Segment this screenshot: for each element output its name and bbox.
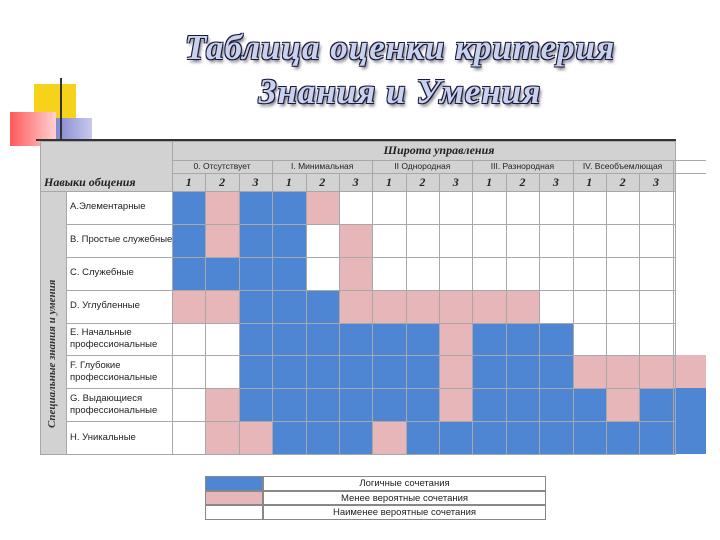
legend-label: Логичные сочетания [263, 476, 546, 491]
sub-col-header: 3 [252, 175, 259, 189]
grid-cell [673, 388, 706, 421]
grid-cell [272, 290, 305, 323]
legend-label: Менее вероятные сочетания [263, 491, 546, 506]
grid-line [639, 173, 640, 455]
grid-cell [306, 191, 339, 224]
col-group-header: II Однородная [394, 161, 451, 171]
sub-col-header: 3 [352, 175, 359, 189]
col-group-header: 0. Отсутствует [193, 161, 251, 171]
grid-line [406, 173, 407, 455]
grid-line [66, 224, 676, 225]
grid-cell [606, 224, 639, 257]
grid-cell [272, 355, 305, 388]
sub-col-header: 3 [652, 175, 659, 189]
grid-cell [239, 257, 272, 290]
grid-cell [573, 388, 606, 421]
grid-line [66, 355, 676, 356]
grid-cell [205, 323, 238, 356]
grid-cell [172, 191, 205, 224]
grid-line [239, 173, 240, 455]
grid-cell [639, 257, 672, 290]
row-label: C. Служебные [70, 267, 134, 279]
grid-cell [306, 421, 339, 454]
grid-cell [172, 355, 205, 388]
grid-cell [406, 290, 439, 323]
legend-swatch [205, 505, 263, 520]
row-label: E. Начальные профессиональные [70, 326, 158, 350]
row-label: F. Глубокие профессиональные [70, 359, 158, 383]
grid-cell [439, 290, 472, 323]
grid-cell [205, 355, 238, 388]
grid-cell [673, 257, 706, 290]
grid-cell [339, 191, 372, 224]
grid-line [439, 173, 440, 455]
grid-cell [239, 224, 272, 257]
grid-cell [439, 224, 472, 257]
grid-cell [472, 323, 505, 356]
grid-cell [472, 224, 505, 257]
grid-cell [172, 323, 205, 356]
legend-swatch [205, 476, 263, 491]
grid-cell [639, 290, 672, 323]
grid-cell [472, 257, 505, 290]
grid-cell [606, 355, 639, 388]
sub-col-header: 1 [586, 175, 593, 189]
grid-line [66, 290, 676, 291]
grid-line [539, 173, 540, 455]
grid-line [172, 141, 173, 454]
sub-col-header: 1 [486, 175, 493, 189]
col-group-header: IV. Всеобъемлющая [582, 161, 663, 171]
grid-cell [239, 388, 272, 421]
grid-cell [172, 290, 205, 323]
grid-cell [639, 224, 672, 257]
grid-cell [272, 224, 305, 257]
grid-cell [606, 257, 639, 290]
grid-cell [339, 224, 372, 257]
grid-cell [372, 388, 405, 421]
grid-cell [673, 355, 706, 388]
grid-cell [673, 421, 706, 454]
grid-cell [172, 257, 205, 290]
grid-cell [306, 323, 339, 356]
grid-cell [339, 290, 372, 323]
grid-cell [539, 388, 572, 421]
sub-col-header: 3 [452, 175, 459, 189]
grid-cell [372, 355, 405, 388]
grid-cell [506, 388, 539, 421]
grid-line [506, 173, 507, 455]
title-line-2: Знания и Умения [258, 72, 542, 111]
grid-cell [506, 191, 539, 224]
grid-cell [239, 290, 272, 323]
grid-cell [539, 323, 572, 356]
grid-cell [372, 290, 405, 323]
grid-cell [506, 421, 539, 454]
grid-cell [673, 191, 706, 224]
grid-cell [573, 224, 606, 257]
sub-col-header: 2 [319, 175, 326, 189]
grid-line [573, 160, 574, 455]
grid-cell [472, 355, 505, 388]
grid-cell [539, 355, 572, 388]
grid-cell [239, 355, 272, 388]
grid-line [40, 141, 41, 454]
grid-cell [506, 355, 539, 388]
grid-line [66, 191, 67, 454]
sub-col-header: 1 [285, 175, 292, 189]
grid-cell [639, 191, 672, 224]
grid-cell [472, 388, 505, 421]
grid-line [66, 257, 676, 258]
grid-cell [272, 191, 305, 224]
grid-cell [306, 355, 339, 388]
grid-line [40, 141, 676, 142]
grid-cell [205, 191, 238, 224]
grid-line [66, 454, 676, 455]
grid-line [675, 141, 676, 455]
grid-cell [506, 290, 539, 323]
sub-col-header: 2 [619, 175, 626, 189]
grid-cell [172, 421, 205, 454]
grid-cell [339, 257, 372, 290]
grid-cell [406, 224, 439, 257]
grid-cell [239, 421, 272, 454]
grid-cell [406, 257, 439, 290]
row-label: G. Выдающиеся профессиональные [70, 392, 158, 416]
grid-cell [205, 224, 238, 257]
grid-cell [472, 191, 505, 224]
grid-cell [306, 290, 339, 323]
grid-cell [606, 290, 639, 323]
grid-cell [573, 290, 606, 323]
grid-cell [439, 191, 472, 224]
grid-cell [506, 257, 539, 290]
grid-cell [439, 323, 472, 356]
grid-line [40, 191, 676, 192]
grid-cell [606, 323, 639, 356]
legend-swatch [205, 491, 263, 506]
col-group-header: III. Разнородная [490, 161, 555, 171]
grid-cell [606, 191, 639, 224]
grid-cell [673, 224, 706, 257]
grid-cell [406, 388, 439, 421]
grid-cell [673, 323, 706, 356]
grid-cell [573, 421, 606, 454]
grid-cell [272, 323, 305, 356]
grid-cell [639, 323, 672, 356]
page-title [120, 26, 680, 114]
grid-cell [205, 421, 238, 454]
grid-cell [439, 355, 472, 388]
row-header: Навыки общения [44, 175, 136, 189]
grid-line [66, 421, 676, 422]
grid-cell [539, 290, 572, 323]
grid-cell [573, 355, 606, 388]
grid-line [339, 173, 340, 455]
grid-cell [573, 257, 606, 290]
grid-line [66, 388, 676, 389]
grid-cell [272, 257, 305, 290]
grid-cell [673, 290, 706, 323]
grid-cell [472, 290, 505, 323]
grid-line [472, 160, 473, 455]
grid-cell [372, 191, 405, 224]
grid-cell [239, 191, 272, 224]
legend-label: Наименее вероятные сочетания [263, 505, 546, 520]
grid-cell [606, 421, 639, 454]
grid-line [306, 173, 307, 455]
grid-cell [205, 388, 238, 421]
grid-cell [539, 224, 572, 257]
grid-cell [239, 323, 272, 356]
top-header: Широта управления [383, 143, 495, 157]
grid-cell [172, 388, 205, 421]
grid-cell [406, 191, 439, 224]
grid-cell [272, 388, 305, 421]
sub-col-header: 2 [419, 175, 426, 189]
grid-line [40, 454, 66, 455]
grid-cell [639, 388, 672, 421]
grid-cell [339, 355, 372, 388]
grid-cell [372, 224, 405, 257]
grid-cell [606, 388, 639, 421]
grid-cell [472, 421, 505, 454]
grid-cell [573, 323, 606, 356]
grid-cell [306, 224, 339, 257]
grid-cell [406, 323, 439, 356]
grid-cell [339, 388, 372, 421]
grid-cell [205, 290, 238, 323]
grid-cell [306, 388, 339, 421]
grid-cell [406, 355, 439, 388]
sub-col-header: 1 [185, 175, 192, 189]
grid-cell [539, 257, 572, 290]
grid-cell [372, 323, 405, 356]
grid-line [606, 173, 607, 455]
grid-line [372, 160, 373, 455]
sub-col-header: 1 [385, 175, 392, 189]
grid-cell [372, 257, 405, 290]
grid-cell [439, 421, 472, 454]
grid-cell [573, 191, 606, 224]
grid-cell [205, 257, 238, 290]
side-label: Специальные знания и умения [46, 279, 58, 428]
row-label: D. Углубленные [70, 300, 140, 312]
grid-line [673, 160, 674, 455]
row-label: B. Простые служебные [70, 234, 173, 246]
grid-cell [339, 421, 372, 454]
sub-col-header: 2 [219, 175, 226, 189]
row-label: H. Уникальные [70, 431, 136, 443]
grid-cell [539, 191, 572, 224]
row-label: A.Элементарные [70, 201, 146, 213]
sub-col-header: 3 [552, 175, 559, 189]
grid-cell [639, 421, 672, 454]
grid-cell [306, 257, 339, 290]
grid-line [205, 173, 206, 455]
grid-cell [339, 323, 372, 356]
grid-cell [272, 421, 305, 454]
grid-cell [639, 355, 672, 388]
grid-cell [539, 421, 572, 454]
grid-line [272, 160, 273, 455]
grid-cell [172, 224, 205, 257]
grid-cell [406, 421, 439, 454]
grid-cell [439, 388, 472, 421]
grid-cell [506, 323, 539, 356]
title-line-1: Таблица оценки критерия [184, 28, 616, 67]
col-group-header: I. Минимальная [291, 161, 354, 171]
grid-cell [372, 421, 405, 454]
grid-line [66, 323, 676, 324]
sub-col-header: 2 [519, 175, 526, 189]
grid-line [172, 160, 706, 161]
grid-cell [439, 257, 472, 290]
grid-cell [506, 224, 539, 257]
